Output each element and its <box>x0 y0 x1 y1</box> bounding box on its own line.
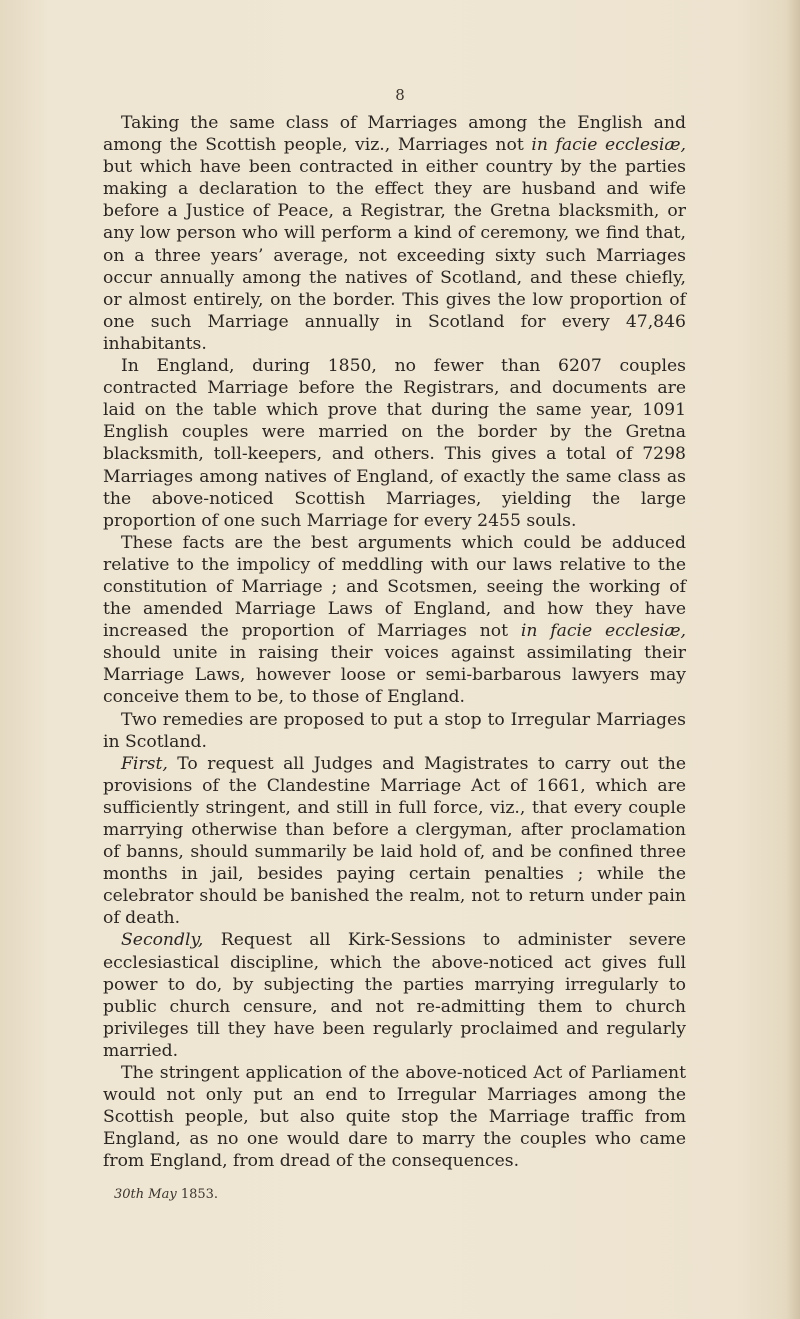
paragraph-6-lead: Secondly, <box>121 930 204 951</box>
body-text <box>103 112 686 1173</box>
paragraph-6 <box>103 929 686 1062</box>
paragraph-5-text: To request all Judges and Magistrates to carry out the provisions of the Clandestine Marriage Act of 1661, which are sufficiently stringent, and still in full force, viz., that every couple marrying otherwise than before a clergyman, after proclamation of banns, should summarily be laid hold of, and be confined three months in jail, besides paying certain penalties ; while the celebrator should be banished the realm, not to return under pain of death. <box>103 753 686 929</box>
page-edge-shadow <box>786 0 800 1319</box>
paragraph-3-latin-phrase: in facie ecclesiæ, <box>520 621 686 642</box>
paragraph-1-text-a: Taking the same class of Marriages among the English and among the Scottish people, viz., Marriages not <box>103 113 686 156</box>
paragraph-5 <box>103 753 686 930</box>
paragraph-1 <box>103 112 686 355</box>
paragraph-3-text-b: should unite in raising their voices against assimilating their Marriage Laws, however loose or semi-barbarous lawyers may conceive them to be, to those of England. <box>103 643 686 708</box>
paragraph-6-text: Request all Kirk-Sessions to administer severe ecclesiastical discipline, which the above-noticed act gives full power to do, by subjecting the parties marrying irregularly to public church censure, and not re-admitting them to church privileges till they have been regularly proclaimed and regularly married. <box>103 930 686 1061</box>
paragraph-1-text-b: but which have been contracted in either country by the parties making a declaration to the effect they are husband and wife before a Justice of Peace, a Registrar, the Gretna blacksmith, or any low person who will perform a kind of ceremony, we find that, on a three years’ average, not exceeding sixty such Marriages occur annually among the natives of Scotland, and these chiefly, or almost entirely, on the border. This gives the low proportion of one such Marriage annually in Scotland for every 47,846 inhabitants. <box>103 157 686 354</box>
paragraph-5-lead: First, <box>121 753 168 774</box>
paragraph-3 <box>103 532 686 709</box>
paragraph-3-text-a: These facts are the best arguments which could be adduced relative to the impolicy of meddling with our laws relative to the constitution of Marriage ; and Scotsmen, seeing the working of the amended Marriage Laws of England, and how they have increased the proportion of Marriages not <box>103 532 686 642</box>
paragraph-1-latin-phrase: in facie ecclesiæ, <box>531 135 686 156</box>
page-number: 8 <box>395 86 405 104</box>
signoff-day-month: 30th May <box>114 1187 177 1202</box>
signoff-year: 1853. <box>176 1187 219 1202</box>
date-signoff <box>114 1187 218 1202</box>
paragraph-2: In England, during 1850, no fewer than 6207 couples contracted Marriage before the Registrars, and documents are laid on the table which prove that during the same year, 1091 English couples were married on the border by the Gretna blacksmith, toll-keepers, and others. This gives a total of 7298 Marriages among natives of England, of exactly the same class as the above-noticed Scottish Marriages, yielding the large proportion of one such Marriage for every 2455 souls. <box>103 356 686 531</box>
paragraph-4: Two remedies are proposed to put a stop to Irregular Marriages in Scotland. <box>103 709 686 752</box>
paragraph-7: The stringent application of the above-noticed Act of Parliament would not only put an end to Irregular Marriages among the Scottish people, but also quite stop the Marriage traffic from England, as no one would dare to marry the couples who came from England, from dread of the consequences. <box>103 1063 686 1172</box>
